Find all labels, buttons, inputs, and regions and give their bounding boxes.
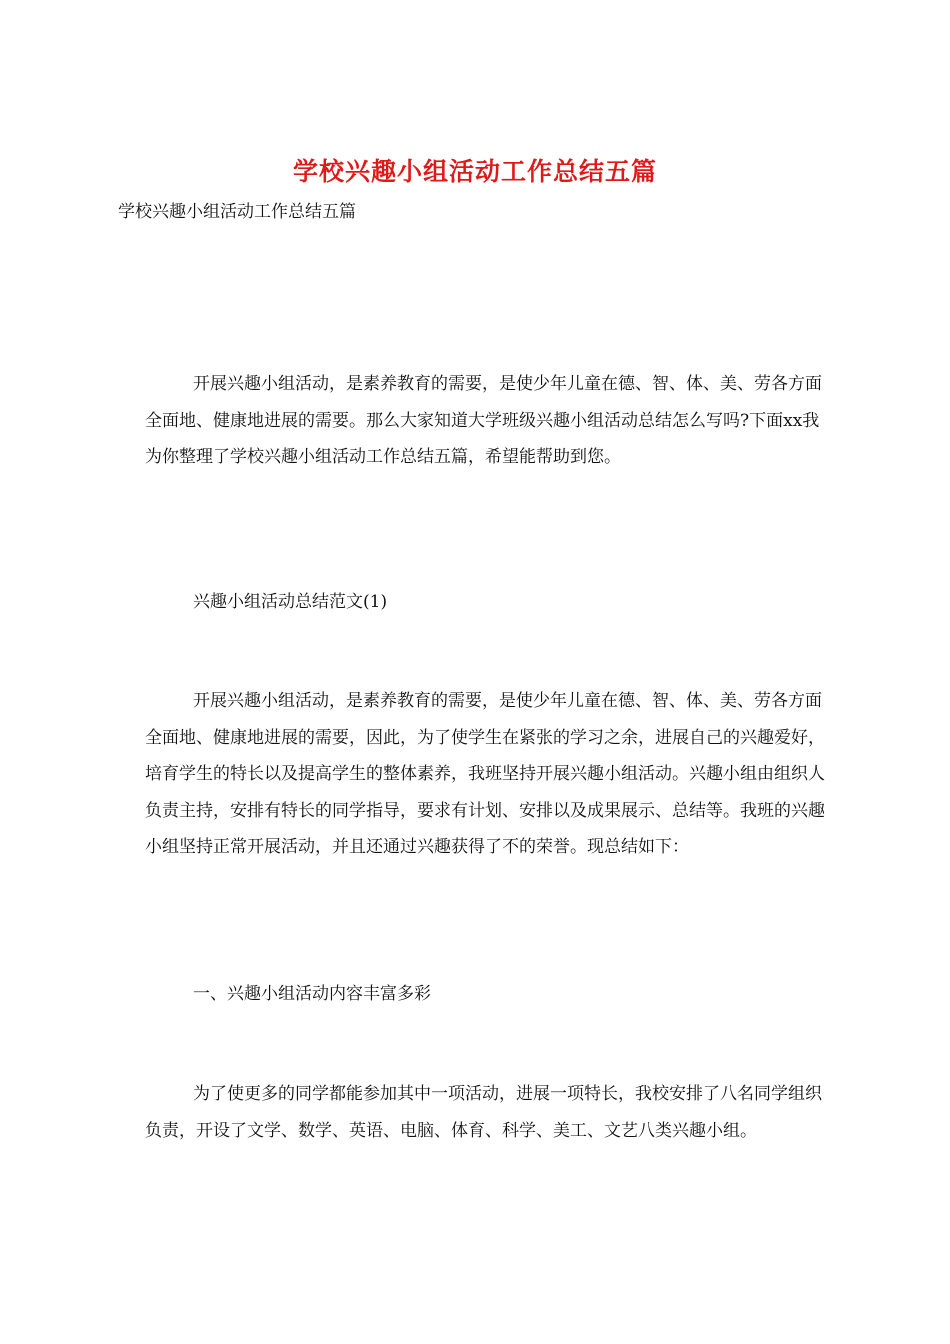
section-heading-activities: 一、兴趣小组活动内容丰富多彩 (193, 984, 431, 1004)
document-title: 学校兴趣小组活动工作总结五篇 (292, 157, 657, 186)
document-subtitle: 学校兴趣小组活动工作总结五篇 (118, 202, 356, 222)
activities-paragraph: 为了使更多的同学都能参加其中一项活动，进展一项特长，我校安排了八名同学组织负责，开设了文学、数学、英语、电脑、体育、科学、美工、文艺八类兴趣小组。 (145, 1084, 822, 1141)
sample-1-paragraph: 开展兴趣小组活动，是素养教育的需要，是使少年儿童在德、智、体、美、劳各方面全面地、健康地进展的需要，因此，为了使学生在紧张的学习之余，进展自己的兴趣爱好，培育学生的特长以及提高学生的整体素养，我班坚持开展兴趣小组活动。兴趣小组由组织人负责主持，安排有特长的同学指导，要求有计划、安排以及成果展示、总结等。我班的兴趣小组坚持正常开展活动，并且还通过兴趣获得了不的荣誉。现总结如下： (145, 691, 825, 857)
section-heading-sample-1: 兴趣小组活动总结范文(1) (193, 592, 388, 612)
intro-paragraph: 开展兴趣小组活动，是素养教育的需要，是使少年儿童在德、智、体、美、劳各方面全面地、健康地进展的需要。那么大家知道大学班级兴趣小组活动总结怎么写吗?下面xx我为你整理了学校兴趣小组活动工作总结五篇，希望能帮助到您。 (145, 374, 822, 467)
